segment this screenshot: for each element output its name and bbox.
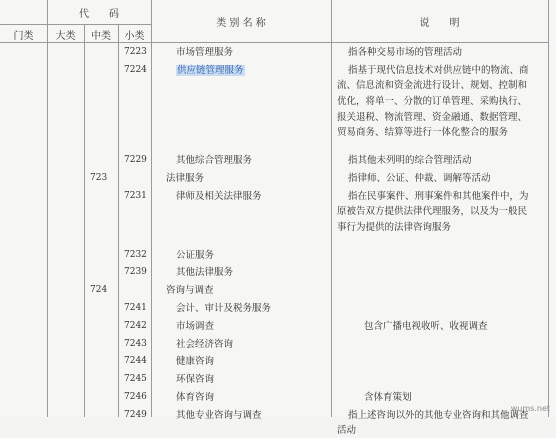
description-line: 优化，将单一、分散的订单管理、采购执行、 <box>337 96 528 107</box>
xiao-code: 7223 <box>124 47 147 57</box>
description-line: 指各种交易市场的管理活动 <box>348 47 463 58</box>
zhong-code: 723 <box>90 172 108 183</box>
col-divider-1 <box>47 0 48 417</box>
category-name: 其他专业咨询与调查 <box>176 409 262 421</box>
category-name: 其他综合管理服务 <box>176 155 253 166</box>
description-line: 贸易商务、结算等进行一体化整合的服务 <box>337 127 509 139</box>
description-line: 报关退税、物流管理、资金融通、数据管理、 <box>337 111 528 123</box>
category-name: 社会经济咨询 <box>176 338 234 350</box>
description-line: 指在民事案件、刑事案件和其他案件中，为 <box>348 190 529 202</box>
category-name: 咨询与调查 <box>166 285 214 297</box>
xiao-code: 7241 <box>124 303 147 313</box>
xiao-code: 7242 <box>124 320 147 331</box>
xiao-code: 7231 <box>124 190 147 201</box>
xiao-code: 7249 <box>124 409 147 420</box>
zhong-code: 724 <box>90 285 108 296</box>
col-divider-2 <box>84 24 85 417</box>
xiao-code: 7224 <box>124 64 147 75</box>
category-name: 其他法律服务 <box>176 267 234 279</box>
col-divider-5 <box>331 0 332 417</box>
xiao-code: 7229 <box>124 155 147 165</box>
description-line: 原被告双方提供法律代理服务，以及为一般民 <box>337 206 528 218</box>
header-xiao: 小类 <box>124 31 145 42</box>
header-bottom-line <box>0 42 549 43</box>
header-da: 大类 <box>55 31 76 42</box>
header-zhong: 中类 <box>91 31 111 42</box>
xiao-code: 7239 <box>124 267 147 278</box>
description-line: 指其他未列明的综合管理活动 <box>348 155 472 166</box>
category-name: 公证服务 <box>176 249 215 261</box>
description-line: 流、信息流和资金流进行设计、规划、控制和 <box>337 80 528 92</box>
category-name: 律师及相关法律服务 <box>176 190 262 202</box>
header-mid-line <box>0 24 151 25</box>
header-code: 代 码 <box>79 9 119 20</box>
description-line: 指上述咨询以外的其他专业咨询和其他调查 <box>348 409 529 421</box>
xiao-code: 7244 <box>124 356 147 367</box>
description-line: 活动 <box>337 425 357 437</box>
description-line: 事行为提供的法律咨询服务 <box>337 221 452 233</box>
category-name: 健康咨询 <box>176 356 215 368</box>
col-divider-4 <box>151 0 152 417</box>
category-name: 法律服务 <box>166 172 205 184</box>
xiao-code: 7243 <box>124 338 147 349</box>
category-name: 体育咨询 <box>176 392 215 403</box>
header-category: 类 别 名 称 <box>216 18 266 29</box>
description-line: 指律师、公证、仲裁、调解等活动 <box>348 172 491 184</box>
col-divider-3 <box>118 24 119 417</box>
xiao-code: 7232 <box>124 249 147 260</box>
description-line: 包含广播电视收听、收视调查 <box>364 320 488 332</box>
header-explanation: 说 明 <box>419 18 460 29</box>
xiao-code: 7246 <box>124 392 147 402</box>
category-name: 会计、审计及税务服务 <box>176 303 272 314</box>
category-name: 市场调查 <box>176 320 215 332</box>
category-name: 环保咨询 <box>176 374 215 386</box>
header-men: 门类 <box>13 31 34 42</box>
xiao-code: 7245 <box>124 374 147 385</box>
category-name: 供应链管理服务 <box>177 64 244 76</box>
col-divider-6 <box>548 0 549 417</box>
description-line: 含体育策划 <box>364 392 412 403</box>
watermark: wums.net <box>510 404 550 413</box>
description-line: 指基于现代信息技术对供应链中的物流、商 <box>348 64 529 76</box>
category-name: 市场管理服务 <box>176 47 234 58</box>
